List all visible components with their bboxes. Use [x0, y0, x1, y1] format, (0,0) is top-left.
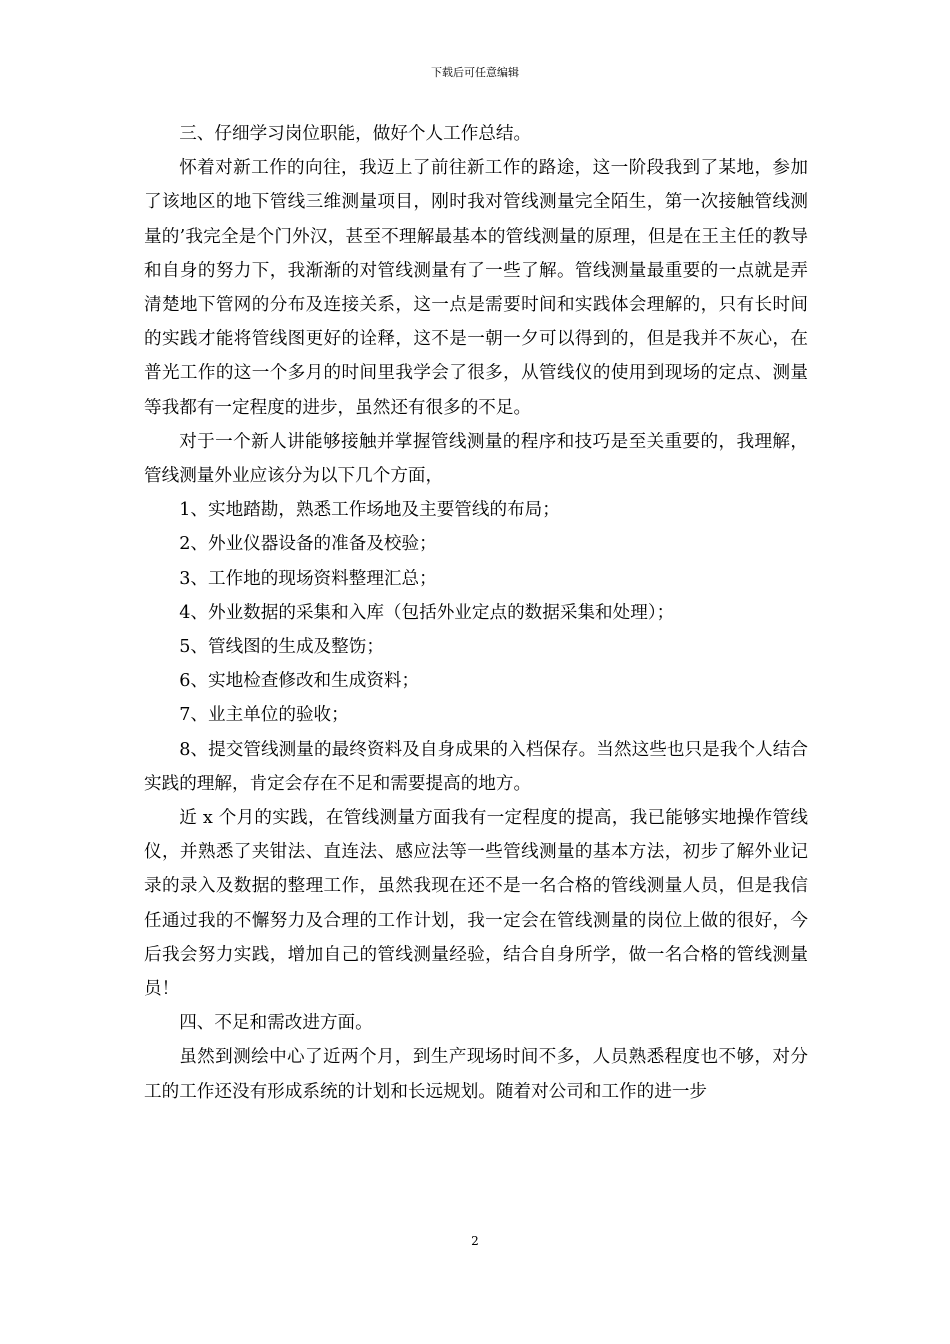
list-item: 4、外业数据的采集和入库（包括外业定点的数据采集和处理）；: [179, 602, 675, 623]
list-item: 6、实地检查修改和生成资料；: [179, 671, 420, 692]
paragraph: 虽然到测绘中心了近两个月，到生产现场时间不多，人员熟悉程度也不够，对分工的工作还没有形成系统的计划和长远规划。随着对公司和工作的进一步: [144, 1047, 808, 1102]
document-body: [144, 117, 808, 1109]
list-item: 2、外业仪器设备的准备及校验；: [179, 534, 437, 555]
paragraph: 近 x 个月的实践，在管线测量方面我有一定程度的提高，我已能够实地操作管线仪，并熟悉了夹钳法、直连法、感应法等一些管线测量的基本方法，初步了解外业记录的录入及数据的整理工作，虽然我现在还不是一名合格的管线测量人员，但是我信任通过我的不懈努力及合理的工作计划，我一定会在管线测量的岗位上做的很好，今后我会努力实践，增加自己的管线测量经验，结合自身所学，做一名合格的管线测量员！: [144, 808, 808, 1000]
list-item: 5、管线图的生成及整饬；: [179, 637, 384, 658]
page-number: 2: [471, 1234, 479, 1248]
section-heading-three: 三、仔细学习岗位职能，做好个人工作总结。: [179, 124, 532, 144]
list-item: 8、提交管线测量的最终资料及自身成果的入档保存。当然这些也只是我个人结合实践的理解，肯定会存在不足和需要提高的地方。: [144, 739, 808, 794]
list-item: 7、业主单位的验收；: [179, 705, 349, 726]
paragraph: 怀着对新工作的向往，我迈上了前往新工作的路途，这一阶段我到了某地，参加了该地区的地下管线三维测量项目，刚时我对管线测量完全陌生，第一次接触管线测量的’我完全是个门外汉，甚至不理解最基本的管线测量的原理，但是在王主任的教导和自身的努力下，我渐渐的对管线测量有了一些了解。管线测量最重要的一点就是弄清楚地下管网的分布及连接关系，这一点是需要时间和实践体会理解的，只有长时间的实践才能将管线图更好的诠释，这不是一朝一夕可以得到的，但是我并不灰心，在普光工作的这一个多月的时间里我学会了很多，从管线仪的使用到现场的定点、测量等我都有一定程度的进步，虽然还有很多的不足。: [144, 158, 808, 418]
paragraph: 对于一个新人讲能够接触并掌握管线测量的程序和技巧是至关重要的，我理解，管线测量外业应该分为以下几个方面，: [144, 431, 808, 487]
section-heading-four: 四、不足和需改进方面。: [179, 1013, 373, 1034]
list-item: 1、实地踏勘，熟悉工作场地及主要管线的布局；: [179, 500, 560, 521]
list-item: 3、工作地的现场资料整理汇总；: [179, 568, 437, 589]
page-header: 下载后可任意编辑: [431, 66, 519, 79]
